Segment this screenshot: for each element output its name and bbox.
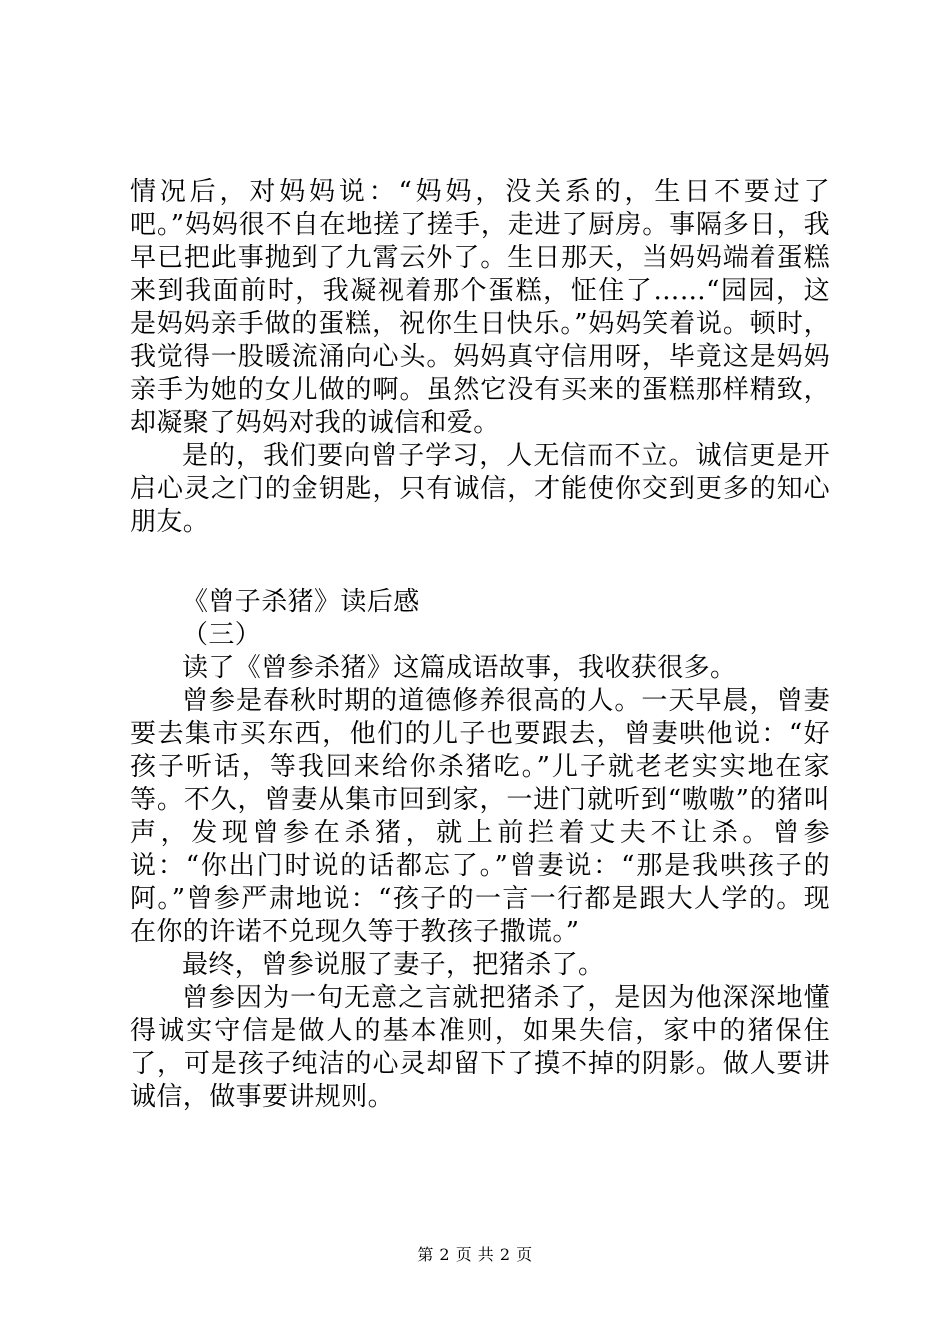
paragraph-conclusion: 是的，我们要向曾子学习，人无信而不立。诚信更是开启心灵之门的金钥匙，只有诚信，才能使你交到更多的知心朋友。 [130,441,830,537]
paragraph-story: 曾参是春秋时期的道德修养很高的人。一天早晨，曾妻要去集市买东西，他们的儿子也要跟去，曾妻哄他说：“好孩子听话，等我回来给你杀猪吃。”儿子就老老实实地在家等。不久，曾妻从集市回到家，一进门就听到“嗷嗷”的猪叫声，发现曾参在杀猪，就上前拦着丈夫不让杀。曾参说：“你出门时说的话都忘了。”曾妻说：“那是我哄孩子的阿。”曾参严肃地说：“孩子的一言一行都是跟大人学的。现在你的许诺不兑现久等于教孩子撒谎。” [130,686,830,947]
paragraph-intro: 读了《曾参杀猪》这篇成语故事，我收获很多。 [182,653,737,683]
page-number-footer: 第 2 页 共 2 页 [417,1245,533,1264]
document-body [130,176,830,1114]
paragraph-reflection: 曾参因为一句无意之言就把猪杀了，是因为他深深地懂得诚实守信是做人的基本准则，如果失信，家中的猪保住了，可是孩子纯洁的心灵却留下了摸不掉的阴影。做人要讲诚信，做事要讲规则。 [130,983,830,1112]
essay-title: 《曾子杀猪》读后感 [182,587,420,617]
essay-subtitle: （三） [182,620,262,650]
paragraph-continuation: 情况后，对妈妈说：“妈妈，没关系的，生日不要过了吧。”妈妈很不自在地搓了搓手，走进了厨房。事隔多日，我早已把此事抛到了九霄云外了。生日那天，当妈妈端着蛋糕来到我面前时，我凝视着那个蛋糕，怔住了……“园园，这是妈妈亲手做的蛋糕，祝你生日快乐。”妈妈笑着说。顿时，我觉得一股暖流涌向心头。妈妈真守信用呀，毕竟这是妈妈亲手为她的女儿做的啊。虽然它没有买来的蛋糕那样精致，却凝聚了妈妈对我的诚信和爱。 [130,177,830,438]
paragraph-outcome: 最终，曾参说服了妻子，把猪杀了。 [182,950,605,980]
